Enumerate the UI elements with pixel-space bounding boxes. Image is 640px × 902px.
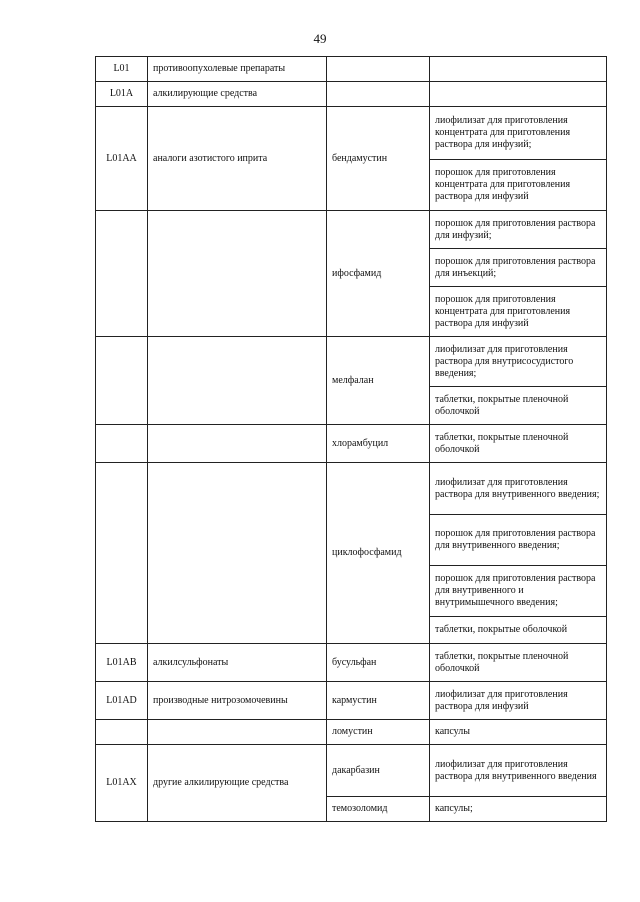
group-name-cell (148, 337, 327, 425)
atc-code-cell: L01AA (96, 107, 148, 211)
atc-code-cell: L01A (96, 82, 148, 107)
drug-name-cell: бусульфан (327, 644, 430, 682)
group-name-cell (148, 425, 327, 463)
atc-code-cell (96, 211, 148, 337)
dosage-form-cell: порошок для приготовления раствора для инфузий; (430, 211, 607, 249)
drug-name-cell: ифосфамид (327, 211, 430, 337)
group-name-cell: другие алкилирующие средства (148, 745, 327, 822)
dosage-form-cell: лиофилизат для приготовления концентрата для приготовления раствора для инфузий; (430, 107, 607, 160)
drug-name-cell (327, 57, 430, 82)
table-row (96, 82, 607, 107)
atc-code-cell: L01 (96, 57, 148, 82)
dosage-form-cell: лиофилизат для приготовления раствора для внутрисосудистого введения; (430, 337, 607, 387)
drug-table (95, 56, 607, 822)
group-name-cell: аналоги азотистого иприта (148, 107, 327, 211)
dosage-form-cell: лиофилизат для приготовления раствора для внутривенного введения; (430, 463, 607, 515)
atc-code-cell: L01AB (96, 644, 148, 682)
dosage-form-cell: порошок для приготовления концентрата для приготовления раствора для инфузий (430, 287, 607, 337)
atc-code-cell (96, 720, 148, 745)
group-name-cell (148, 211, 327, 337)
table-row (96, 644, 607, 682)
drug-name-cell (327, 82, 430, 107)
drug-name-cell: ломустин (327, 720, 430, 745)
dosage-form-cell: порошок для приготовления раствора для внутривенного введения; (430, 515, 607, 566)
dosage-form-cell: капсулы; (430, 797, 607, 822)
drug-name-cell: циклофосфамид (327, 463, 430, 644)
dosage-form-cell: лиофилизат для приготовления раствора для инфузий (430, 682, 607, 720)
dosage-form-cell: таблетки, покрытые пленочной оболочкой (430, 425, 607, 463)
table-row (96, 720, 607, 745)
table-row (96, 463, 607, 515)
table-row (96, 682, 607, 720)
drug-name-cell: дакарбазин (327, 745, 430, 797)
table-row (96, 211, 607, 249)
group-name-cell (148, 720, 327, 745)
dosage-form-cell: порошок для приготовления раствора для внутривенного и внутримышечного введения; (430, 566, 607, 617)
table-row (96, 337, 607, 387)
atc-code-cell (96, 463, 148, 644)
dosage-form-cell (430, 82, 607, 107)
group-name-cell: производные нитрозомочевины (148, 682, 327, 720)
dosage-form-cell: таблетки, покрытые оболочкой (430, 617, 607, 644)
table-row (96, 107, 607, 160)
dosage-form-cell: порошок для приготовления концентрата для приготовления раствора для инфузий (430, 160, 607, 211)
group-name-cell: алкилирующие средства (148, 82, 327, 107)
dosage-form-cell: таблетки, покрытые пленочной оболочкой (430, 644, 607, 682)
dosage-form-cell: лиофилизат для приготовления раствора для внутривенного введения (430, 745, 607, 797)
atc-code-cell: L01AD (96, 682, 148, 720)
table-row (96, 57, 607, 82)
group-name-cell (148, 463, 327, 644)
atc-code-cell (96, 425, 148, 463)
drug-name-cell: хлорамбуцил (327, 425, 430, 463)
dosage-form-cell (430, 57, 607, 82)
group-name-cell: алкилсульфонаты (148, 644, 327, 682)
drug-name-cell: бендамустин (327, 107, 430, 211)
dosage-form-cell: капсулы (430, 720, 607, 745)
drug-name-cell: темозоломид (327, 797, 430, 822)
table-row (96, 425, 607, 463)
page-number: 49 (313, 31, 327, 46)
group-name-cell: противоопухолевые препараты (148, 57, 327, 82)
atc-code-cell (96, 337, 148, 425)
drug-name-cell: мелфалан (327, 337, 430, 425)
atc-code-cell: L01AX (96, 745, 148, 822)
table-row (96, 745, 607, 797)
drug-name-cell: кармустин (327, 682, 430, 720)
dosage-form-cell: порошок для приготовления раствора для инъекций; (430, 249, 607, 287)
dosage-form-cell: таблетки, покрытые пленочной оболочкой (430, 387, 607, 425)
